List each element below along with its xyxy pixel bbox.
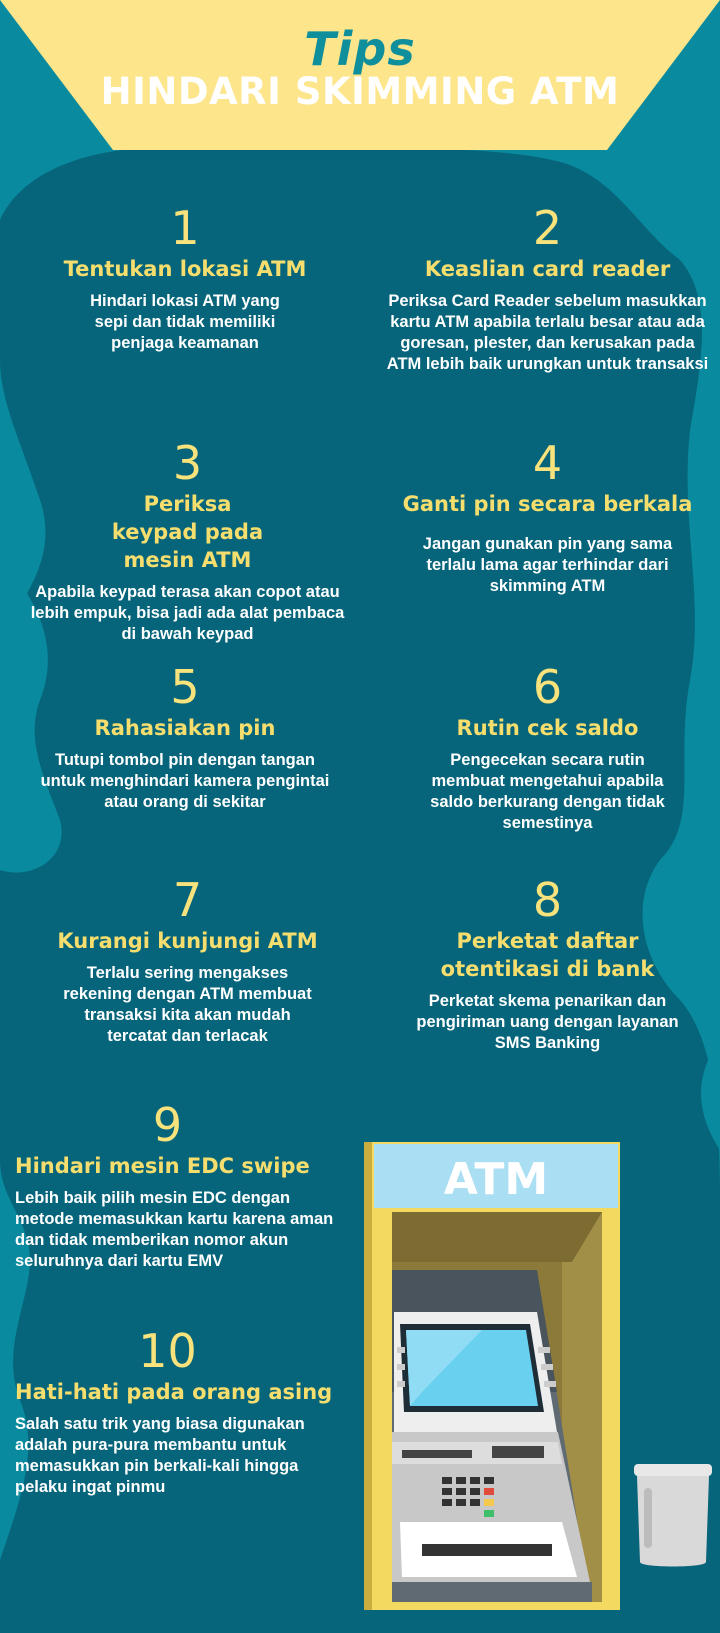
tip-description: Jangan gunakan pin yang sama terlalu lama agar terhindar dari skimming ATM <box>422 535 673 595</box>
tip-description: Tutupi tombol pin dengan tangan untuk menghindari kamera pengintai atau orang di sekitar <box>40 751 330 811</box>
tip-heading: Rutin cek saldo <box>456 716 639 740</box>
tip-1 <box>60 201 310 354</box>
atm-sign-text: ATM <box>443 1154 549 1205</box>
tip-description: Pengecekan secara rutin membuat mengetahui apabila saldo berkurang dengan tidak semestinya <box>430 751 665 832</box>
tip-number: 1 <box>170 201 200 255</box>
tip-number: 4 <box>532 436 563 490</box>
tip-9 <box>15 1098 335 1272</box>
tip-heading: Periksa keypad pada mesin ATM <box>111 492 264 572</box>
tip-heading: Tentukan lokasi ATM <box>63 257 307 281</box>
tip-4 <box>400 436 695 597</box>
tip-6 <box>425 660 670 834</box>
tip-number: 2 <box>532 201 563 255</box>
trash-bin-illustration <box>634 1464 712 1567</box>
tip-number: 3 <box>172 436 203 490</box>
tip-number: 6 <box>532 660 563 714</box>
atm-card-slot <box>402 1450 472 1458</box>
tip-2 <box>385 201 710 375</box>
tip-description: Hindari lokasi ATM yang sepi dan tidak memiliki penjaga keamanan <box>90 292 280 352</box>
tip-heading: Perketat daftar otentikasi di bank <box>440 929 655 981</box>
tip-3 <box>30 436 345 645</box>
tip-description: Salah satu trik yang biasa digunakan adalah pura-pura membantu untuk memasukkan pin berkali-kali hingga pelaku ingat pinmu <box>15 1415 305 1496</box>
tip-heading: Rahasiakan pin <box>94 716 276 740</box>
tip-5 <box>35 660 335 813</box>
tip-number: 10 <box>138 1324 197 1378</box>
tips-title: Tips <box>304 22 416 76</box>
tip-number: 9 <box>152 1098 183 1152</box>
tip-number: 8 <box>532 873 563 927</box>
tip-heading: Hindari mesin EDC swipe <box>15 1154 310 1178</box>
tip-description: Terlalu sering mengakses rekening dengan ATM membuat transaksi kita akan mudah tercatat dan terlacak <box>63 964 312 1045</box>
tip-heading: Hati-hati pada orang asing <box>15 1380 333 1404</box>
tip-7 <box>45 873 330 1047</box>
tip-description: Lebih baik pilih mesin EDC dengan metode memasukkan kartu karena aman dan tidak memberikan nomor akun seluruhnya dari kartu EMV <box>15 1189 334 1270</box>
tip-number: 7 <box>172 873 203 927</box>
tip-description: Apabila keypad terasa akan copot atau lebih empuk, bisa jadi ada alat pembaca di bawah keypad <box>30 583 345 643</box>
tip-description: Perketat skema penarikan dan pengiriman uang dengan layanan SMS Banking <box>416 992 679 1052</box>
tip-heading: Kurangi kunjungi ATM <box>57 929 318 953</box>
tip-heading: Ganti pin secara berkala <box>402 492 693 516</box>
atm-machine-illustration <box>362 1142 720 1612</box>
tip-heading: Keaslian card reader <box>424 257 671 281</box>
tip-description: Periksa Card Reader sebelum masukkan kartu ATM apabila terlalu besar atau ada goresan, plester, dan kerusakan pada ATM lebih baik urungkan untuk transaksi <box>386 292 709 373</box>
tip-8 <box>410 873 685 1054</box>
tip-10 <box>15 1324 335 1498</box>
tip-number: 5 <box>170 660 200 714</box>
main-title: HINDARI SKIMMING ATM <box>100 70 620 113</box>
